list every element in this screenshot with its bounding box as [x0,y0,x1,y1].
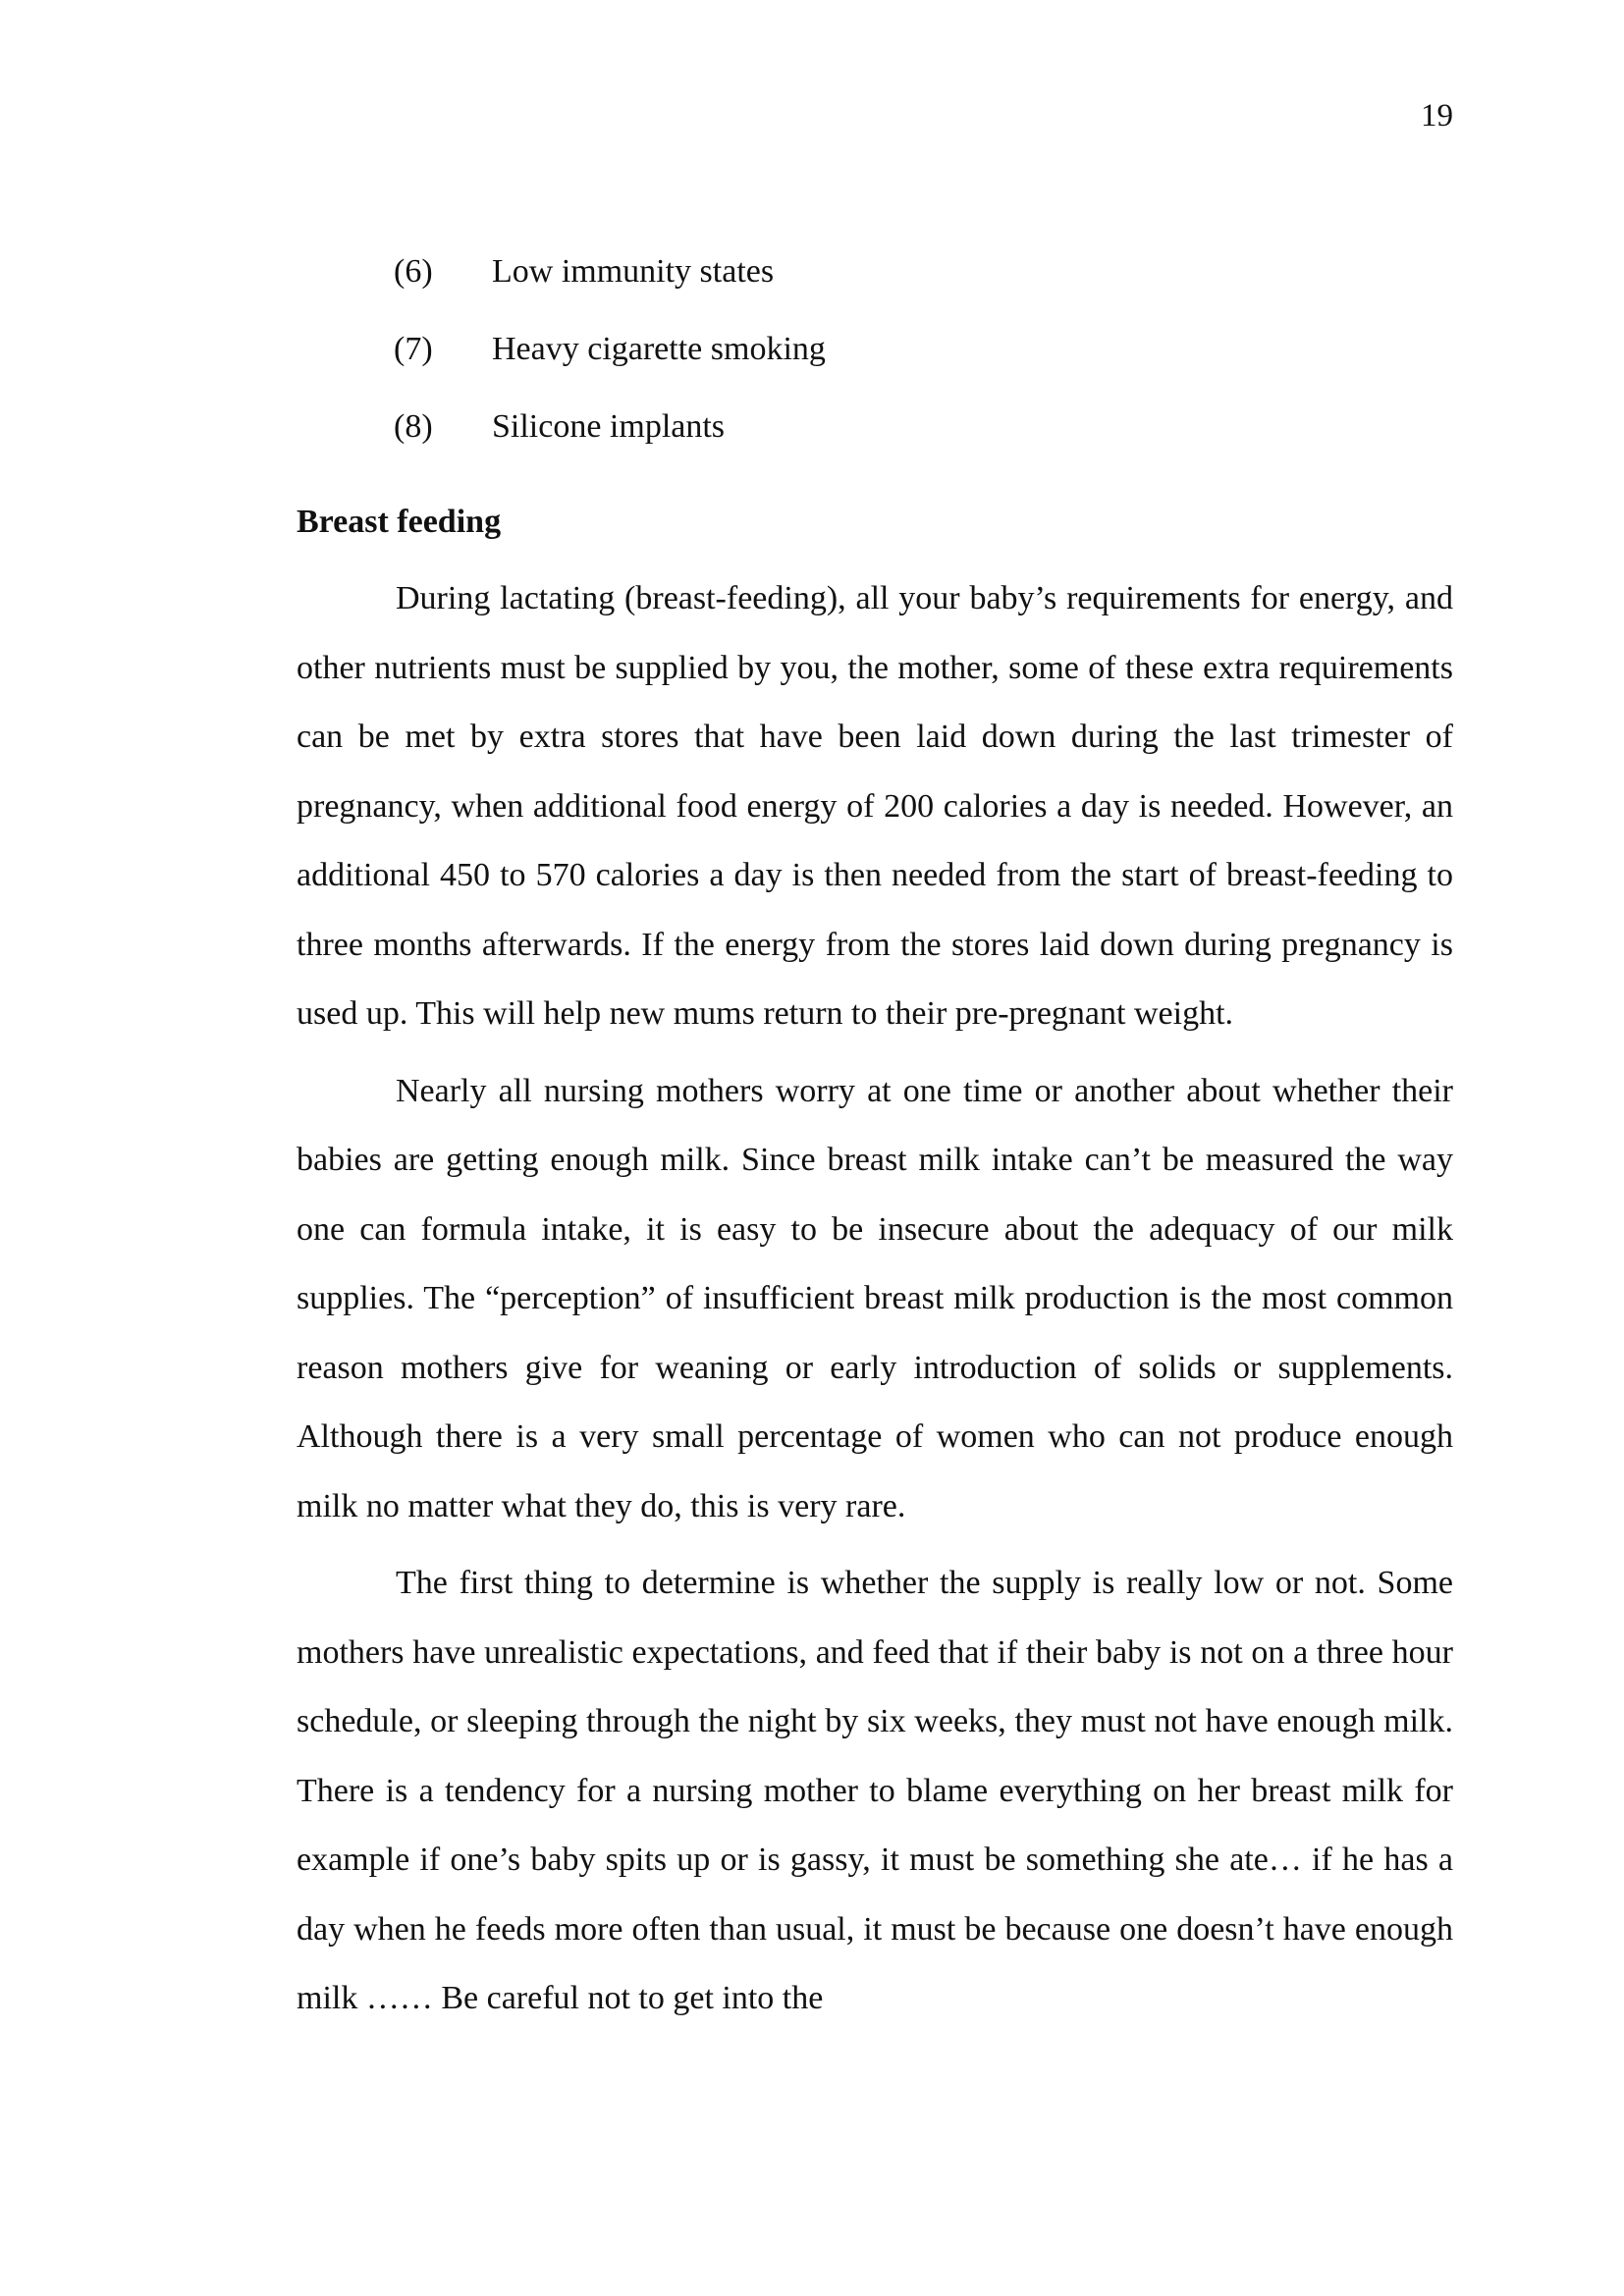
paragraph: During lactating (breast-feeding), all your baby’s requirements for energy, and other nutrients must be supplied by you, the mother, some of these extra requirements can be met by extra stores that have been laid down during the last trimester of pregnancy, when additional food energy of 200 calories a day is needed. However, an additional 450 to 570 calories a day is then needed from the start of breast-feeding to three months afterwards. If the energy from the stores laid down during pregnancy is used up. This will help new mums return to their pre-pregnant weight. [297,580,1453,1032]
list-text: Low immunity states [492,253,775,291]
paragraph: The first thing to determine is whether the supply is really low or not. Some mothers have unrealistic expectations, and feed that if their baby is not on a three hour schedule, or sleeping through the night by six weeks, they must not have enough milk. There is a tendency for a nursing mother to blame everything on her breast milk for example if one’s baby spits up or is gassy, it must be something she ate… if he has a day when he feeds more often than usual, it must be because one doesn’t have enough milk …… Be careful not to get into the [297,1565,1453,2016]
numbered-list [297,234,1453,466]
list-text: Heavy cigarette smoking [492,331,826,368]
list-marker: (8) [394,408,433,446]
list-marker: (6) [394,253,433,291]
list-item [394,389,1453,466]
paragraph: Nearly all nursing mothers worry at one time or another about whether their babies are getting enough milk. Since breast milk intake can’t be measured the way one can formula intake, it is easy to be insecure about the adequacy of our milk supplies. The “perception” of insufficient breast milk production is the most common reason mothers give for weaning or early introduction of solids or supplements. Although there is a very small percentage of women who can not produce enough milk no matter what they do, this is very rare. [297,1072,1453,1524]
list-text: Silicone implants [492,408,726,446]
list-marker: (7) [394,331,433,368]
section-heading: Breast feeding [297,504,502,540]
list-item [394,234,1453,311]
list-item [394,311,1453,389]
page-number: 19 [1421,98,1453,133]
document-body [297,234,1453,2034]
